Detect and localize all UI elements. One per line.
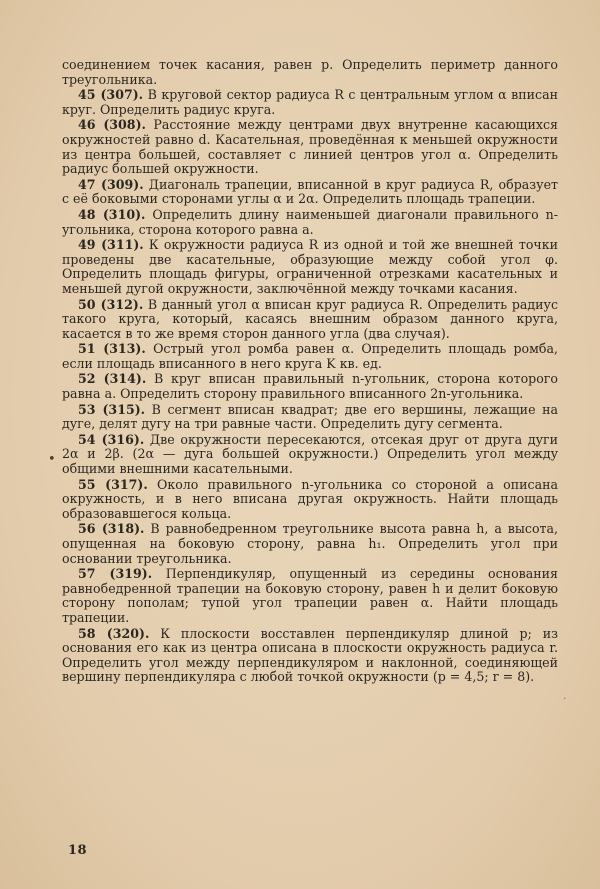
problem-number: 50 (312). [78, 296, 144, 312]
problem-46 [62, 118, 558, 176]
problem-text: Расстояние между центрами двух внутренне касающихся окружностей равно d. Касательная, проведённая к меньшей окружности из центра большей, составляет с линией центров угол α. Определить радиус большей окружности. [62, 117, 559, 177]
problem-text: К плоскости восставлен перпендикуляр длиной p; из основания его как из центра описана в плоскости окружность радиуса r. Определить угол между перпендикуляром и наклонной, соединяющей вершину перпендикуляра с любой точкой окружности (p = 4,5; r = 8). [62, 625, 558, 685]
problem-text: Две окружности пересекаются, отсекая друг от друга дуги 2α и 2β. (2α — дуга большей окружности.) Определить угол между общими внешними касательными. [62, 431, 558, 477]
problem-text: Около правильного n-угольника со стороной a описана окружность, и в него вписана другая окружность. Найти площадь образовавшегося кольца. [62, 476, 558, 521]
problem-53 [62, 403, 558, 432]
problem-number: 52 (314). [78, 371, 147, 387]
problem-text: К окружности радиуса R из одной и той же внешней точки проведены две касательные, образующие между собой угол φ. Определить площадь фигуры, ограниченной отрезками касательных и меньшей дугой окружности, заключённой между точками касания. [62, 237, 559, 296]
problem-text: соединением точек касания, равен p. Определить периметр данного треугольника. [62, 57, 558, 87]
problem-48 [62, 208, 558, 237]
problem-56 [62, 522, 558, 566]
problem-number: 48 (310). [78, 206, 146, 222]
problem-number: 55 (317). [78, 476, 148, 492]
problem-58 [62, 627, 558, 685]
problem-57 [62, 567, 558, 625]
page-number: 18 [68, 843, 88, 858]
pencil-mark-icon: • [48, 452, 56, 467]
problem-54 [62, 433, 558, 477]
problem-47 [62, 178, 558, 207]
problem-text: В круг вписан правильный n-угольник, сторона которого равна a. Определить сторону правильного вписанного 2n-угольника. [62, 371, 558, 402]
problem-number: 49 (311). [78, 237, 144, 253]
problem-45 [62, 88, 558, 117]
problem-text: Перпендикуляр, опущенный из середины основания равнобедренной трапеции на боковую сторону, равен h и делит боковую сторону пополам; тупой угол трапеции равен α. Найти площадь трапеции. [62, 566, 558, 625]
problem-number: 47 (309). [78, 176, 144, 192]
problem-number: 53 (315). [78, 401, 146, 417]
problem-number: 54 (316). [78, 431, 145, 447]
problem-text: В данный угол α вписан круг радиуса R. Определить радиус такого круга, который, касаясь внешним образом данного круга, касается в то же время сторон данного угла (два случая). [62, 296, 559, 341]
problem-text: В равнобедренном треугольнике высота равна h, а высота, опущенная на боковую сторону, равна h₁. Определить угол при основании треугольника. [62, 521, 558, 566]
problem-49 [62, 238, 558, 296]
problem-52 [62, 372, 558, 401]
problem-text: В круговой сектор радиуса R с центральным углом α вписан круг. Определить радиус круга. [62, 87, 558, 117]
smudge-mark-icon: · [563, 692, 567, 705]
problem-51 [62, 342, 558, 371]
problem-number: 51 (313). [78, 341, 146, 357]
problem-50 [62, 298, 558, 342]
problem-text: Острый угол ромба равен α. Определить площадь ромба, если площадь вписанного в него круга K кв. ед. [62, 341, 558, 371]
page-text [62, 58, 558, 686]
problem-text: В сегмент вписан квадрат; две его вершины, лежащие на дуге, делят дугу на три равные части. Определить дугу сегмента. [62, 401, 558, 432]
problem-number: 46 (308). [78, 117, 146, 133]
problem-55 [62, 478, 558, 522]
problem-text: Диагональ трапеции, вписанной в круг радиуса R, образует с её боковыми сторонами углы α и 2α. Определить площадь трапеции. [62, 176, 558, 207]
problem-text: Определить длину наименьшей диагонали правильного n-угольника, сторона которого равна a. [62, 206, 558, 237]
problem-number: 58 (320). [78, 625, 150, 641]
problem-number: 45 (307). [78, 87, 144, 103]
problem-continuation [62, 58, 558, 87]
problem-number: 56 (318). [78, 521, 145, 537]
problem-number: 57 (319). [78, 566, 153, 582]
